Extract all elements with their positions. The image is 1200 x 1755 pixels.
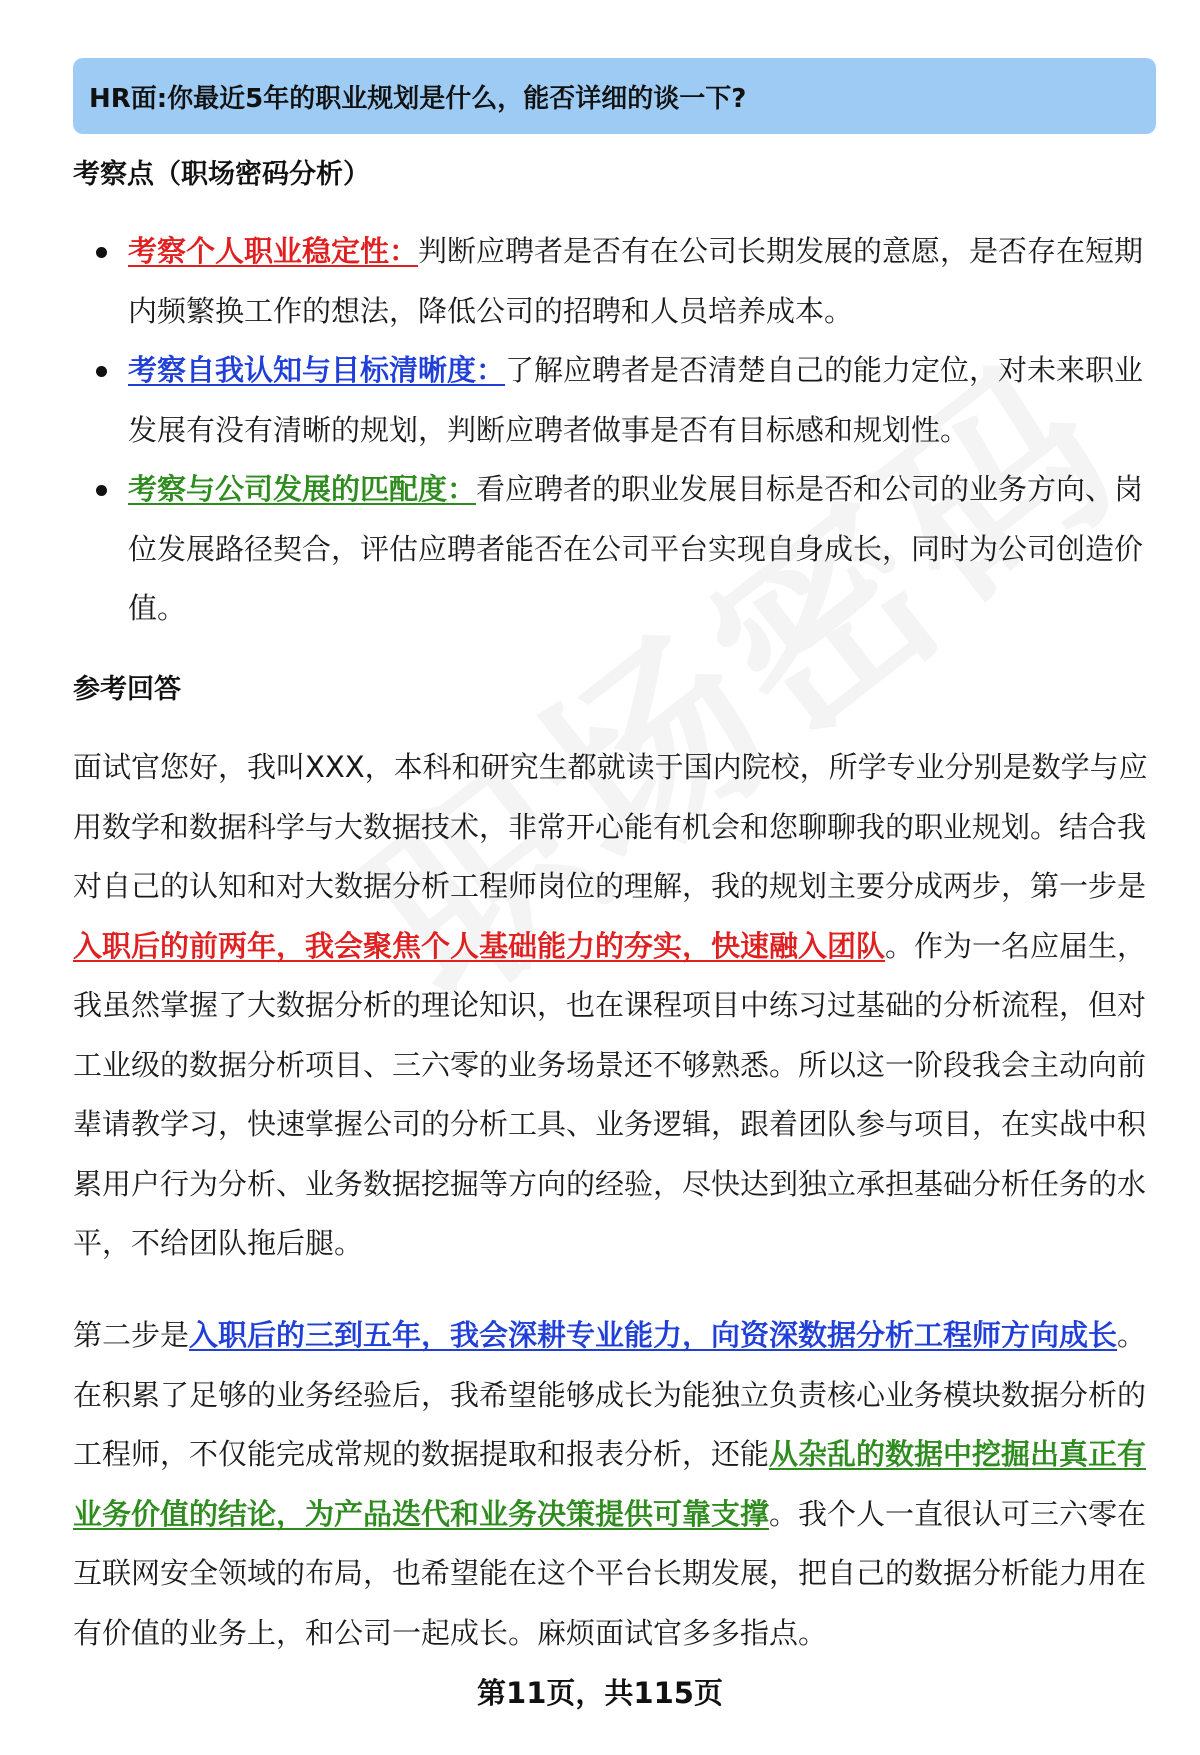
- bullet-icon: [96, 247, 107, 258]
- analysis-point-list: [73, 222, 1158, 639]
- section-heading-analysis: 考察点（职场密码分析）: [73, 159, 370, 190]
- answer-text: 第二步是: [73, 1318, 190, 1352]
- answer-text: 面试官您好，我叫XXX，本科和研究生都就读于国内院校，所学专业分别是数学与应用数学和数据科学与大数据技术，非常开心能有机会和您聊聊我的职业规划。结合我对自己的认知和对大数据分析工程师岗位的理解，我的规划主要分成两步，第一步是: [73, 750, 1148, 903]
- answer-text: 。我个人一直很认可三六零在互联网安全领域的布局，也希望能在这个平台长期发展，把自己的数据分析能力用在有价值的业务上，和公司一起成长。麻烦面试官多多指点。: [73, 1496, 1147, 1650]
- analysis-point: [73, 341, 1158, 460]
- answer-paragraph-1: [73, 738, 1158, 1274]
- answer-highlight: 入职后的三到五年，我会深耕专业能力，向资深数据分析工程师方向成长: [189, 1318, 1118, 1352]
- analysis-point: [73, 460, 1158, 639]
- answer-highlight: 从杂乱的数据中挖掘出真正有业务价值的结论，为产品迭代和业务决策提供可靠支撑: [73, 1437, 1147, 1531]
- point-text: 判断应聘者是否有在公司长期发展的意愿，是否存在短期内频繁换工作的想法，降低公司的招聘和人员培养成本。: [128, 234, 1144, 328]
- answer-text: 。作为一名应届生，我虽然掌握了大数据分析的理论知识，也在课程项目中练习过基础的分析流程，但对工业级的数据分析项目、三六零的业务场景还不够熟悉。所以这一阶段我会主动向前辈请教学习，快速掌握公司的分析工具、业务逻辑，跟着团队参与项目，在实战中积累用户行为分析、业务数据挖掘等方向的经验，尽快达到独立承担基础分析任务的水平，不给团队拖后腿。: [73, 928, 1147, 1260]
- answer-text: 。在积累了足够的业务经验后，我希望能够成长为能独立负责核心业务模块数据分析的工程师，不仅能完成常规的数据提取和报表分析，还能: [73, 1318, 1147, 1471]
- point-text: 了解应聘者是否清楚自己的能力定位，对未来职业发展有没有清晰的规划，判断应聘者做事是否有目标感和规划性。: [128, 353, 1144, 447]
- point-keyword: 考察自我认知与目标清晰度：: [128, 353, 506, 387]
- answer-highlight: 入职后的前两年，我会聚焦个人基础能力的夯实，快速融入团队: [73, 928, 886, 963]
- point-keyword: 考察个人职业稳定性：: [128, 234, 419, 268]
- question-text: HR面:你最近5年的职业规划是什么，能否详细的谈一下?: [89, 83, 747, 114]
- question-banner: [73, 58, 1156, 134]
- point-text: 看应聘者的职业发展目标是否和公司的业务方向、岗位发展路径契合，评估应聘者能否在公司平台实现自身成长，同时为公司创造价值。: [128, 472, 1144, 625]
- bullet-icon: [96, 366, 107, 377]
- page-number: 第11页，共115页: [477, 1676, 723, 1710]
- section-heading-answer: 参考回答: [73, 674, 181, 705]
- point-keyword: 考察与公司发展的匹配度：: [128, 472, 477, 506]
- analysis-point: [73, 222, 1158, 341]
- bullet-icon: [96, 485, 107, 496]
- answer-paragraph-2: [73, 1306, 1158, 1663]
